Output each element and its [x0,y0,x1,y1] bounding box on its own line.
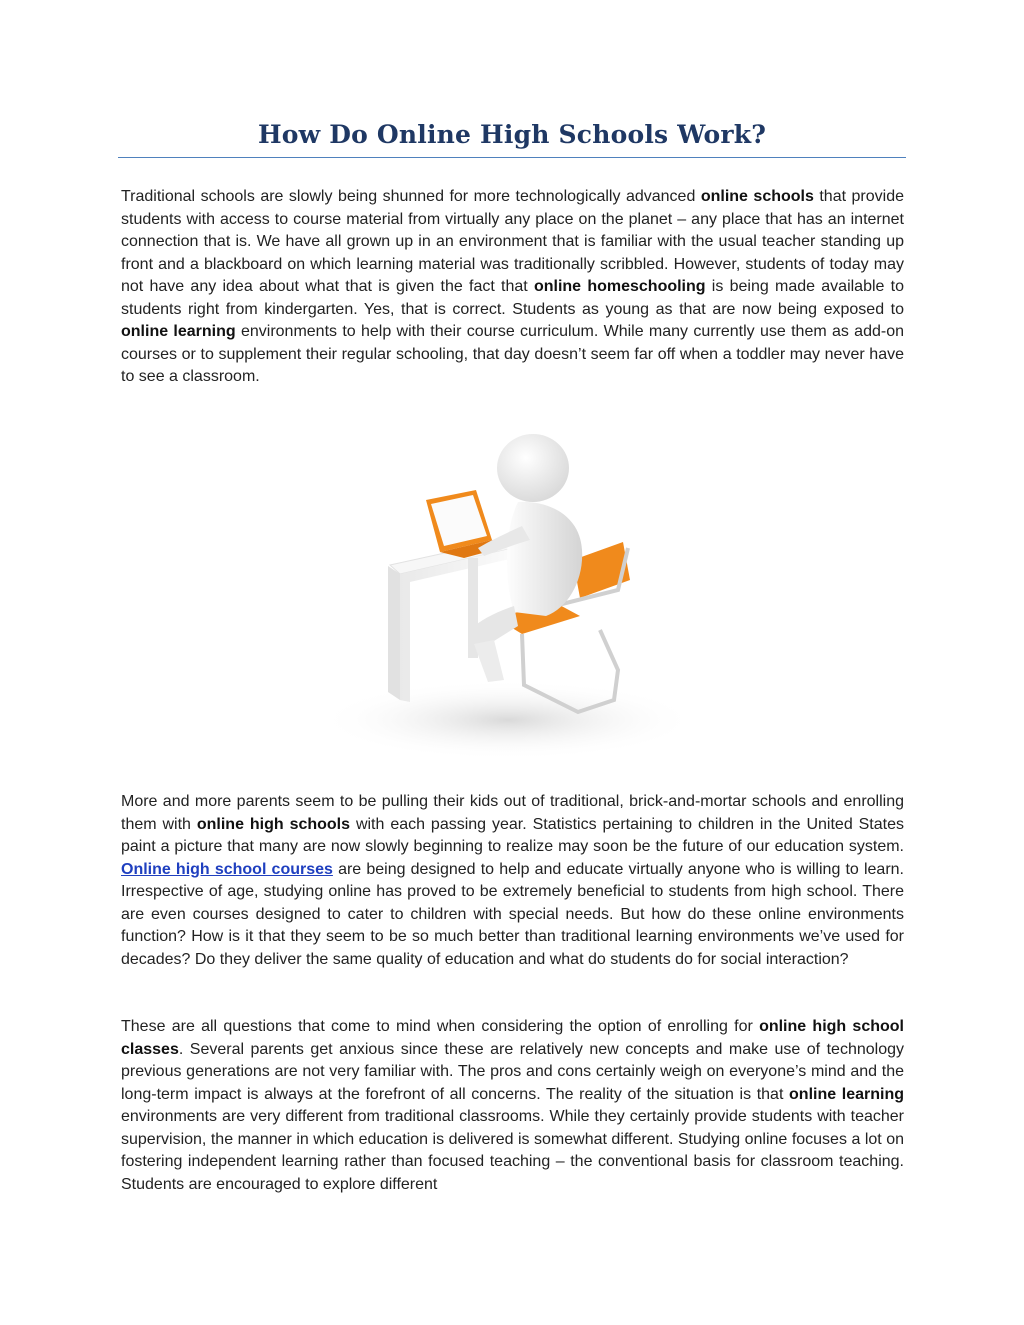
text-run: These are all questions that come to mind when considering the option of enrolling for [121,1018,760,1035]
text-run: with each passing year. Statistics pertaining to children in the United States paint a picture that many are now slowly beginning to realize may soon be the future of our education system. [121,815,904,855]
floor-shadow [318,680,698,760]
illustration-svg [318,430,708,760]
title-divider [118,157,906,158]
text-run: environments are very different from traditional classrooms. While they certainly provide students with teacher supervision, the manner in which education is delivered is somewhat different. Studying online focuses a lot on fostering independent learning rather than focused teaching – the conventional basis for classroom teaching. Students are encouraged to explore different [121,1108,904,1193]
paragraph-trend [121,791,904,971]
online-high-school-courses-link[interactable]: Online high school courses [121,860,333,878]
keyword-online-learning: online learning [789,1085,904,1103]
text-run: Traditional schools are slowly being shunned for more technologically advanced [121,188,701,205]
keyword-online-learning: online learning [121,323,236,340]
text-run: More and more parents seem to be pulling their kids out of traditional, brick-and-mortar schools and enrolling them with [121,793,904,833]
keyword-online-schools: online schools [700,188,814,205]
student-laptop-illustration [318,430,708,760]
text-run: that provide students with access to course material from virtually any place on the planet – any place that has an internet connection that is. We have all grown up in an environment that is familiar with the usual teacher standing up front and a blackboard on which learning material was traditionally scribbled. However, students of today may not have any idea about what that is given the fact that [121,188,904,295]
text-run: environments to help with their course curriculum. While many currently use them as add-on courses or to supplement their regular schooling, that day doesn’t seem far off when a toddler may never have to see a classroom. [121,323,904,385]
keyword-online-high-school-classes: online high school classes [121,1018,904,1058]
keyword-online-high-schools: online high schools [196,815,351,833]
text-run: are being designed to help and educate virtually anyone who is willing to learn. Irrespective of age, studying online has proved to be extremely beneficial to students from high school. There are even courses designed to cater to children with special needs. But how do these online environments function? How is it that they seem to be so much better than traditional learning environments we’ve used for decades? Do they deliver the same quality of education and what do students do for social interaction? [121,860,905,968]
text-run: is being made available to students right from kindergarten. Yes, that is correct. Students as young as that are now being exposed to [121,278,905,318]
text-run: . Several parents get anxious since these are relatively new concepts and make use of technology previous generations are not very familiar with. The pros and cons certainly weigh on everyone’s mind and the long-term impact is always at the forefront of all concerns. The reality of the situation is that [121,1040,904,1103]
page-title: How Do Online High Schools Work? [257,120,767,149]
paragraph-intro [121,186,904,389]
paragraph-questions [121,1016,904,1196]
keyword-online-homeschooling: online homeschooling [533,278,706,295]
